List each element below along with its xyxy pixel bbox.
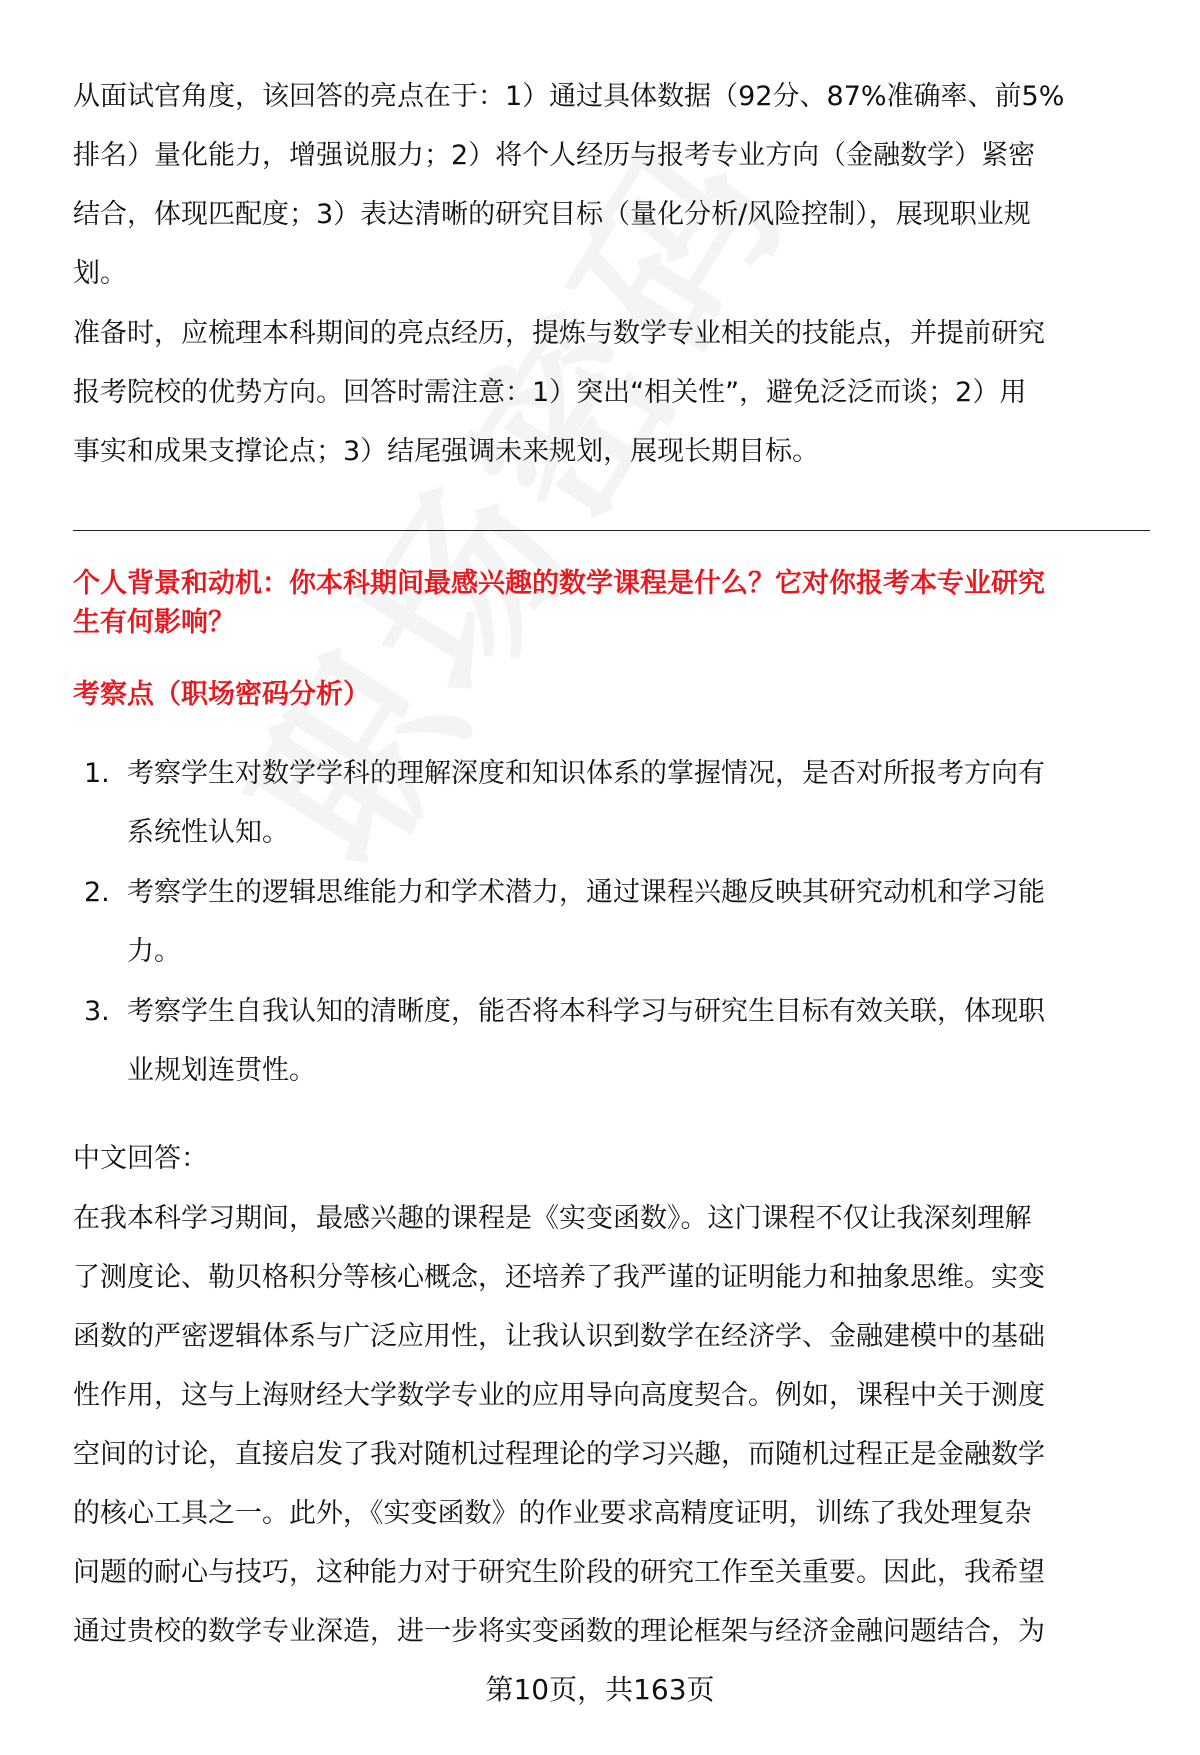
question-heading-line: 生有何影响？	[73, 607, 235, 638]
intro-paragraph-line: 划。	[73, 258, 127, 289]
list-item-line: 系统性认知。	[127, 817, 289, 848]
list-item-line: 考察学生自我认知的清晰度，能否将本科学习与研究生目标有效关联，体现职	[127, 996, 1045, 1027]
list-number: 2.	[84, 877, 110, 908]
intro-paragraph-line: 排名）量化能力，增强说服力；2）将个人经历与报考专业方向（金融数学）紧密	[73, 140, 1036, 171]
list-number: 3.	[84, 996, 110, 1027]
list-item-line: 考察学生对数学学科的理解深度和知识体系的掌握情况，是否对所报考方向有	[127, 758, 1045, 789]
answer-paragraph-line: 空间的讨论，直接启发了我对随机过程理论的学习兴趣，而随机过程正是金融数学	[73, 1439, 1045, 1470]
answer-paragraph-line: 函数的严密逻辑体系与广泛应用性，让我认识到数学在经济学、金融建模中的基础	[73, 1321, 1045, 1352]
list-item-line: 考察学生的逻辑思维能力和学术潜力，通过课程兴趣反映其研究动机和学习能	[127, 877, 1045, 908]
answer-label: 中文回答：	[73, 1143, 208, 1174]
list-item-line: 业规划连贯性。	[127, 1055, 316, 1086]
answer-paragraph-line: 问题的耐心与技巧，这种能力对于研究生阶段的研究工作至关重要。因此，我希望	[73, 1557, 1045, 1588]
answer-paragraph-line: 的核心工具之一。此外，《实变函数》的作业要求高精度证明，训练了我处理复杂	[73, 1498, 1032, 1529]
list-item-line: 力。	[127, 936, 181, 967]
list-number: 1.	[84, 758, 110, 789]
answer-paragraph-line: 通过贵校的数学专业深造，进一步将实变函数的理论框架与经济金融问题结合，为	[73, 1616, 1045, 1647]
intro-paragraph-line: 结合，体现匹配度；3）表达清晰的研究目标（量化分析/风险控制），展现职业规	[73, 199, 1031, 230]
answer-paragraph-line: 性作用，这与上海财经大学数学专业的应用导向高度契合。例如，课程中关于测度	[73, 1380, 1045, 1411]
answer-paragraph-line: 了测度论、勒贝格积分等核心概念，还培养了我严谨的证明能力和抽象思维。实变	[73, 1262, 1045, 1293]
section-divider	[73, 530, 1150, 531]
intro-paragraph-line: 准备时，应梳理本科期间的亮点经历，提炼与数学专业相关的技能点，并提前研究	[73, 318, 1045, 349]
answer-paragraph-line: 在我本科学习期间，最感兴趣的课程是《实变函数》。这门课程不仅让我深刻理解	[73, 1203, 1032, 1234]
intro-paragraph-line: 报考院校的优势方向。回答时需注意：1）突出“相关性”，避免泛泛而谈；2）用	[73, 377, 1027, 408]
focus-section-title: 考察点（职场密码分析）	[73, 679, 370, 710]
question-heading-line: 个人背景和动机：你本科期间最感兴趣的数学课程是什么？它对你报考本专业研究	[73, 568, 1045, 599]
page-number: 第10页，共163页	[485, 1673, 715, 1706]
intro-paragraph-line: 从面试官角度，该回答的亮点在于：1）通过具体数据（92分、87%准确率、前5%	[73, 81, 1065, 112]
intro-paragraph-line: 事实和成果支撑论点；3）结尾强调未来规划，展现长期目标。	[73, 436, 820, 467]
